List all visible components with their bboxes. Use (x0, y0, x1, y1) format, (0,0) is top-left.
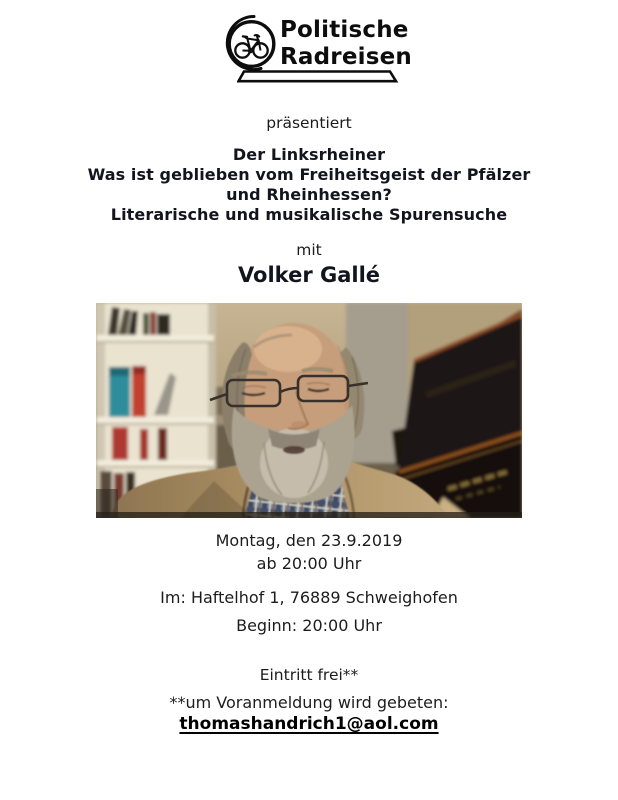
event-location: Im: Haftelhof 1, 76889 Schweighofen (160, 588, 458, 607)
bicycle-glyph (235, 35, 267, 58)
event-begin-time: Beginn: 20:00 Uhr (236, 616, 382, 635)
logo-wordmark-line1: Politische (280, 17, 409, 43)
logo-wordmark (280, 17, 412, 71)
event-title-line3: und Rheinhessen? (226, 185, 392, 204)
presents-label: präsentiert (266, 114, 352, 132)
globe-stand-base-icon (237, 70, 399, 83)
event-title-line4: Literarische und musikalische Spurensuche (110, 205, 508, 224)
event-title-line2: Was ist geblieben vom Freiheitsgeist der Pfälzer (87, 165, 531, 184)
logo-wordmark-line2: Radreisen (280, 44, 412, 70)
admission-note: Eintritt frei** (259, 666, 359, 684)
registration-note: **um Voranmeldung wird gebeten: (169, 693, 449, 712)
registration-email-row (0, 714, 618, 734)
with-label: mit (296, 241, 322, 259)
event-title-line1: Der Linksrheiner (232, 145, 386, 164)
email-link[interactable]: thomashandrich1@aol.com (179, 714, 439, 734)
speaker-name: Volker Gallé (237, 263, 381, 287)
logo (221, 8, 412, 94)
event-time: ab 20:00 Uhr (256, 554, 362, 573)
speaker-photo (96, 303, 522, 518)
event-title (0, 145, 618, 225)
event-date: Montag, den 23.9.2019 (215, 531, 403, 550)
